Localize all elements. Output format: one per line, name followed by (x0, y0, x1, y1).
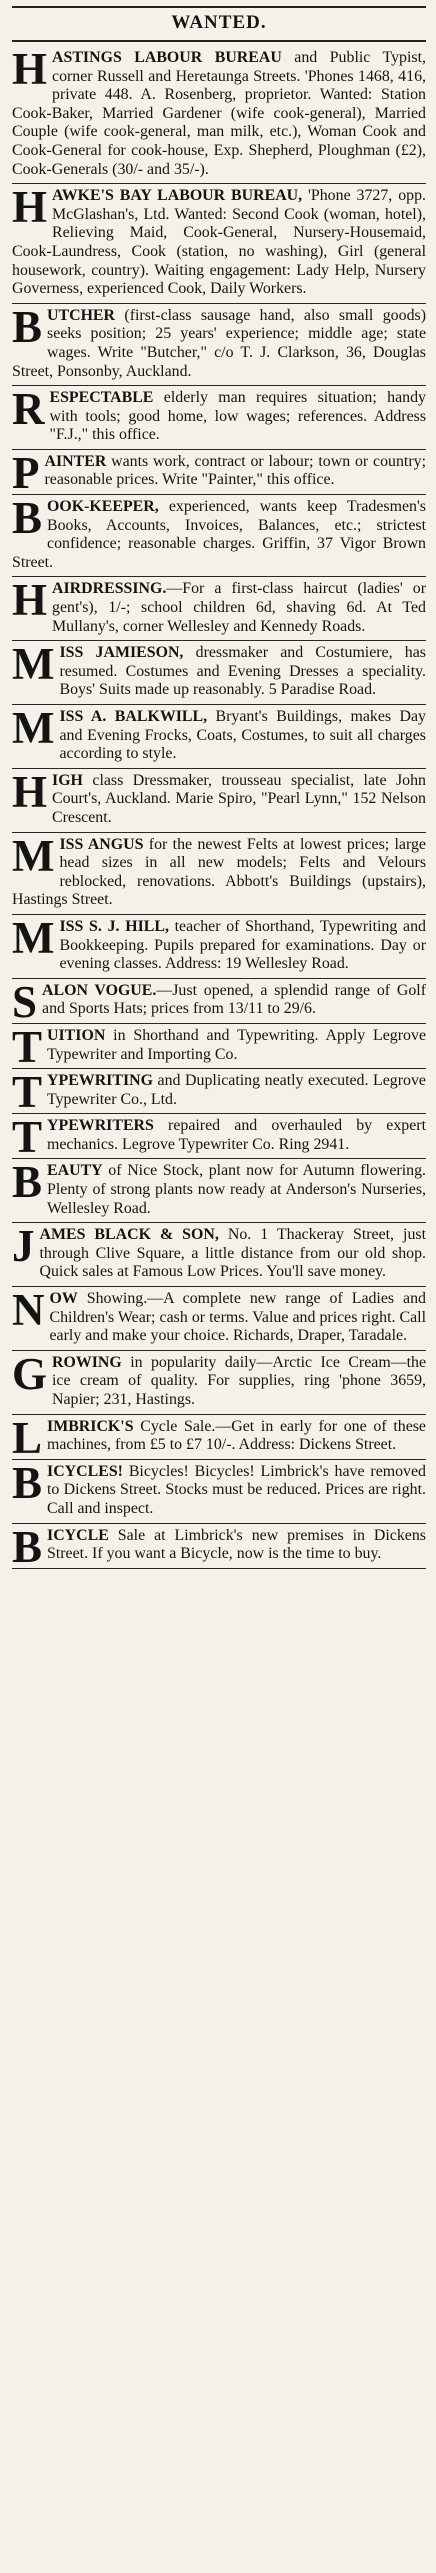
drop-cap: H (12, 44, 48, 94)
ad-lead: YPEWRITING (47, 1072, 153, 1090)
ad-text: repaired and overhauled by expert mechanics. Legrove Typewriter Co. Ring 2941. (47, 1117, 426, 1153)
ad-text: for the newest Felts at lowest prices; large head sizes in all new models; Felts and Velours reblocked, renovations. Abbott's Buildings (upstairs), Hastings Street. (12, 835, 426, 909)
drop-cap: S (12, 976, 38, 1027)
drop-cap: R (12, 384, 45, 435)
ad-lead: OOK-KEEPER, (47, 498, 159, 516)
drop-cap: H (12, 182, 48, 233)
ad-text: and Duplicating neatly executed. Legrove Typewriter Co., Ltd. (47, 1072, 426, 1108)
classified-ad (12, 912, 426, 979)
top-rule (12, 6, 426, 8)
title-rule (12, 40, 426, 42)
classified-ad (12, 447, 426, 498)
ad-text: —For a first-class haircut (ladies' or gent's), 1/-; school children 6d, shaving 6d. At Ted Mullany's, corner Wellesley and Kennedy Roads. (52, 580, 426, 635)
drop-cap: H (12, 575, 48, 626)
drop-cap: T (12, 1112, 43, 1163)
classified-ad (12, 1457, 426, 1524)
ad-lead: ICYCLES! (47, 1462, 123, 1480)
ad-lead: UITION (47, 1026, 106, 1044)
ad-lead: OW (49, 1290, 78, 1308)
ad-lead: ALON VOGUE. (42, 981, 157, 999)
classified-ad (12, 1112, 426, 1163)
section-title: WANTED. (171, 12, 267, 33)
drop-cap: G (12, 1348, 48, 1399)
classified-ad (12, 184, 426, 304)
drop-cap: B (12, 1157, 43, 1208)
ad-text: Bryant's Buildings, makes Day and Evening Frocks, Coats, Costumes, to suit all charges according to style. (59, 708, 426, 763)
classified-ad (12, 1521, 426, 1572)
classified-ad (12, 976, 426, 1027)
ad-text: wants work, contract or labour; town or country; reasonable prices. Write "Painter," this office. (44, 452, 426, 489)
classified-ad (12, 1159, 426, 1223)
ad-lead: ROWING (52, 1353, 122, 1371)
drop-cap: B (12, 301, 43, 352)
ad-lead: ESPECTABLE (49, 389, 154, 407)
classified-ad (12, 386, 426, 450)
drop-cap: B (12, 493, 43, 544)
ad-text: class Dressmaker, trousseau specialist, late John Court's, Auckland. Marie Spiro, "Pearl Lynn," 152 Nelson Crescent. (52, 771, 426, 826)
ad-lead: ISS JAMIESON, (59, 644, 184, 662)
drop-cap: J (12, 1221, 35, 1272)
classified-ad (12, 830, 426, 915)
ad-text: dressmaker and Costumiere, has resumed. Costumes and Evening Dresses a speciality. Boys' Suits made up reasonably. 5 Paradise Road. (59, 644, 426, 699)
classified-ad (12, 495, 426, 577)
ad-text: experienced, wants keep Tradesmen's Books, Accounts, Invoices, Balances, etc.; strictest confidence; reasonable charges. Griffin, 37 Vigor Brown Street. (12, 498, 426, 571)
classified-ad (12, 766, 426, 833)
ad-text: Showing.—A complete new range of Ladies and Children's Wear; cash or terms. Value and prices right. Call early and make your choice. Richards, Draper, Taradale. (49, 1290, 426, 1345)
ad-lead: AIRDRESSING. (52, 580, 167, 598)
ad-text: —Just opened, a splendid range of Golf and Sports Hats; prices from 13/11 to 29/6. (42, 981, 426, 1018)
classified-ad (12, 1412, 426, 1463)
classified-ad (12, 641, 426, 705)
ad-text: Cycle Sale.—Get in early for one of these machines, from £5 to £7 10/-. Address: Dickens Street. (47, 1417, 426, 1454)
classified-ad (12, 301, 426, 386)
ad-lead: ISS A. BALKWILL, (59, 708, 208, 725)
ad-text: in Shorthand and Typewriting. Apply Legrove Typewriter and Importing Co. (47, 1026, 426, 1063)
classified-ads-list (12, 44, 426, 1572)
ad-lead: AWKE'S BAY LABOUR BUREAU, (52, 187, 303, 205)
classified-ad (12, 46, 426, 184)
ad-text: elderly man requires situation; handy with tools; good home, low wages; references. Address "F.J.," this office. (49, 389, 426, 444)
ad-lead: EAUTY (47, 1162, 103, 1180)
ad-text: (first-class sausage hand, also small goods) seeks position; 25 years' experience; middle age; state wages. Write "Butcher," c/o T. J. Clarkson, 36, Douglas Street, Ponsonby, Auckland. (12, 306, 426, 380)
drop-cap: T (12, 1067, 43, 1118)
classified-ad (12, 1287, 426, 1351)
classified-ad (12, 577, 426, 641)
ad-lead: ISS ANGUS (59, 835, 144, 853)
drop-cap: L (12, 1412, 43, 1463)
ad-text: Bicycles! Bicycles! Limbrick's have removed to Dickens Street. Stocks must be reduced. Prices are right. Call and inspect. (47, 1462, 426, 1517)
drop-cap: B (12, 1457, 43, 1508)
ad-text: Sale at Limbrick's new premises in Dickens Street. If you want a Bicycle, now is the time to buy. (47, 1526, 426, 1563)
drop-cap: B (12, 1521, 43, 1572)
drop-cap: M (12, 703, 55, 753)
ad-lead: IGH (52, 771, 83, 789)
ad-text: 'Phone 3727, opp. McGlashan's, Ltd. Wanted: Second Cook (woman, hotel), Relieving Maid, Cook-General, Nursery-Housemaid, Cook-Laundress, Cook (station, no washing), Girl (general housework, country). Waiting engagement: Lady Help, Nursery Governess, experienced Cook, Daily Workers. (12, 187, 426, 298)
ad-text: No. 1 Thackeray Street, just through Clive Square, a little distance from our old shop. Quick sales at Famous Low Prices. You'll save money. (39, 1226, 426, 1281)
drop-cap: N (12, 1285, 45, 1336)
drop-cap: M (12, 912, 55, 963)
ad-text: in popularity daily—Arctic Ice Cream—the ice cream of quality. For supplies, ring 'phone 3659, Napier; 231, Hastings. (52, 1353, 426, 1408)
classified-ad (12, 1021, 426, 1072)
ad-lead: UTCHER (47, 306, 116, 324)
ad-text: and Public Typist, corner Russell and Heretaunga Streets. 'Phones 1468, 416, private 448. A. Rosenberg, proprietor. Wanted: Station Cook-Baker, Married Gardener (wife cook-general), Married Couple (wife cook-general, man milk, etc.), Woman Cook and Cook-General for cook-house, Exp. Shepherd, Ploughman (£2), Cook-Generals (30/- and 35/-). (12, 49, 426, 178)
ad-lead: ICYCLE (47, 1526, 109, 1544)
ad-lead: AMES BLACK & SON, (39, 1226, 219, 1244)
drop-cap: P (12, 447, 40, 498)
ad-lead: AINTER (44, 452, 107, 470)
classified-ad (12, 1223, 426, 1287)
drop-cap: M (12, 639, 55, 690)
drop-cap: M (12, 830, 55, 881)
ad-lead: ISS S. J. HILL, (59, 917, 169, 935)
ad-lead: ASTINGS LABOUR BUREAU (52, 49, 282, 66)
ad-lead: YPEWRITERS (47, 1117, 154, 1135)
drop-cap: T (12, 1021, 43, 1072)
classified-ad (12, 1067, 426, 1118)
classified-ad (12, 705, 426, 769)
ad-text: of Nice Stock, plant now for Autumn flowering. Plenty of strong plants now ready at Anderson's Nurseries, Wellesley Road. (47, 1162, 426, 1217)
ad-lead: IMBRICK'S (47, 1417, 134, 1435)
drop-cap: H (12, 766, 48, 817)
ad-text: teacher of Shorthand, Typewriting and Bookkeeping. Pupils prepared for examinations. Day or evening classes. Address: 19 Wellesley Road. (59, 917, 426, 973)
classified-ad (12, 1348, 426, 1415)
